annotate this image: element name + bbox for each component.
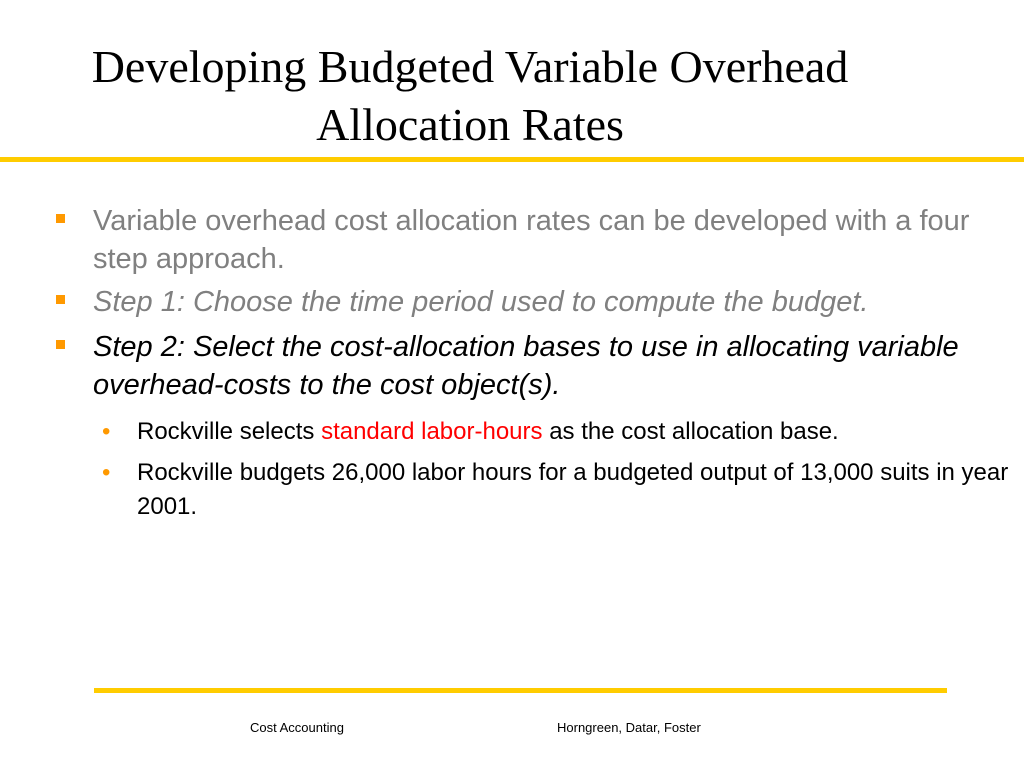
footer-divider <box>94 688 947 693</box>
sub-bullet-item-1 <box>102 415 1002 449</box>
slide-title-line-1: Developing Budgeted Variable Overhead <box>91 41 849 92</box>
highlighted-term: standard labor-hours <box>321 418 543 445</box>
dot-bullet-icon: • <box>102 418 111 445</box>
bullet-item-2 <box>56 283 1016 321</box>
bullet-item-3 <box>56 328 996 404</box>
bullet-text: Step 2: Select the cost-allocation bases to use in allocating variable overhead-costs to the cost object(s). <box>93 331 959 401</box>
slide-title-line-2: Allocation Rates <box>316 99 624 150</box>
square-bullet-icon <box>56 340 65 349</box>
sub-bullet-item-2 <box>102 456 1017 524</box>
slide-title <box>0 38 940 154</box>
bullet-text: Step 1: Choose the time period used to compute the budget. <box>93 286 869 318</box>
footer-course-name: Cost Accounting <box>250 720 344 735</box>
sub-bullet-text-after: as the cost allocation base. <box>542 418 839 445</box>
footer-authors: Horngreen, Datar, Foster <box>557 720 701 735</box>
sub-bullet-text-before: Rockville selects <box>137 418 322 445</box>
bullet-item-1 <box>56 202 986 278</box>
square-bullet-icon <box>56 214 65 223</box>
sub-bullet-text: Rockville budgets 26,000 labor hours for a budgeted output of 13,000 suits in year 2001. <box>137 459 1009 520</box>
bullet-text: Variable overhead cost allocation rates can be developed with a four step approach. <box>93 205 970 275</box>
square-bullet-icon <box>56 295 65 304</box>
dot-bullet-icon: • <box>102 459 111 486</box>
sub-bullet-text <box>137 415 1002 449</box>
title-divider <box>0 157 1024 162</box>
